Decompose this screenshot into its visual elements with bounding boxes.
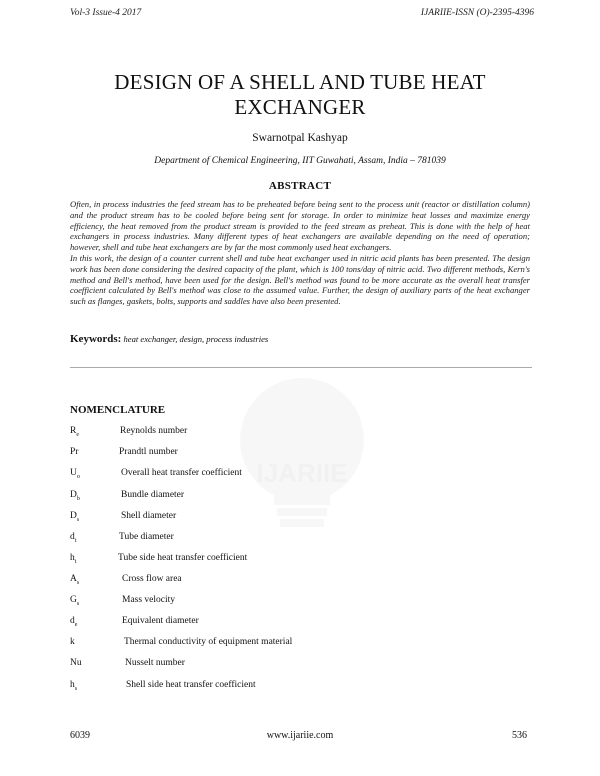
paper-title [0,70,600,120]
nomenclature-symbol: Nu [70,658,82,668]
footer-page-id: 6039 [70,730,90,741]
nomenclature-description: Tube side heat transfer coefficient [118,553,248,563]
journal-watermark-logo [222,370,382,550]
nomenclature-description: Prandtl number [119,447,178,457]
nomenclature-heading: NOMENCLATURE [70,404,166,416]
keywords-label: Keywords: [70,333,122,345]
nomenclature-symbol: $h_s$ [70,680,78,692]
nomenclature-description: Overall heat transfer coefficient [121,468,242,478]
nomenclature-symbol: $U_o$ [70,468,80,480]
running-header-volume: Vol-3 Issue-4 2017 [70,8,142,18]
nomenclature-description: Shell diameter [121,511,177,521]
nomenclature-description: Mass velocity [122,595,176,605]
footer-page-number: 536 [512,730,527,741]
nomenclature-description: Cross flow area [122,574,182,584]
nomenclature-symbol: $A_s$ [70,574,80,586]
section-divider [70,367,532,368]
keywords [70,333,268,345]
nomenclature-symbol: Pr [70,447,79,457]
author-name: Swarnotpal Kashyap [252,132,348,144]
abstract-paragraph: In this work, the design of a counter current shell and tube heat exchanger used in nitric acid plants has been presented. The design work has been done considering the desired capacity of the plant, which is 100 tons/day of nitric acid. Two different methods, Kern's method and Bell's method, have been used for the design. Bell's method was found to be more accurate as the overall heat transfer coefficient calculated by Bell's method was close to the assumed value. Further, the design of auxiliary parts of the heat exchanger such as flanges, gaskets, bolts, supports and saddles have also been presented. [70,253,530,307]
nomenclature-symbol: k [70,637,75,647]
watermark-text: IJARIIE [256,458,348,488]
nomenclature-symbol: $d_t$ [70,532,77,544]
nomenclature-description: Bundle diameter [121,490,185,500]
nomenclature-symbol: $d_e$ [70,616,78,628]
nomenclature-symbol: $R_e$ [70,426,80,438]
nomenclature-description: Reynolds number [120,426,188,436]
bulb-icon [240,378,364,502]
nomenclature-description: Thermal conductivity of equipment material [124,637,293,647]
nomenclature-symbol: $G_s$ [70,595,80,607]
keywords-text: heat exchanger, design, process industries [121,334,269,344]
title-line: DESIGN OF A SHELL AND TUBE HEAT [114,70,486,94]
nomenclature-symbol: $D_b$ [70,490,80,502]
abstract-heading: ABSTRACT [268,180,332,192]
footer-website: www.ijariie.com [266,730,334,741]
author-affiliation: Department of Chemical Engineering, IIT Guwahati, Assam, India – 781039 [154,156,446,166]
nomenclature-description: Shell side heat transfer coefficient [126,680,256,690]
nomenclature-description: Equivalent diameter [122,616,199,626]
running-header-issn: IJARIIE-ISSN (O)-2395-4396 [420,8,534,18]
abstract-paragraph: Often, in process industries the feed stream has to be preheated before being sent to the process unit (reactor or distillation column) and the product stream has to be cooled before being sent for storage. In order to minimize heat losses and maximize energy efficiency, the heat removed from the product stream is provided to the feed stream as preheat. This is done with the help of heat exchangers in process industries. Many different types of heat exchangers are available depending on the need of operation; however, shell and tube heat exchangers are by far the most commonly used heat exchangers. [70,199,530,253]
title-line: EXCHANGER [234,95,366,119]
nomenclature-symbol: $D_s$ [70,511,80,523]
nomenclature-symbol: $h_t$ [70,553,77,565]
nomenclature-description: Tube diameter [119,532,174,542]
nomenclature-description: Nusselt number [125,658,185,668]
